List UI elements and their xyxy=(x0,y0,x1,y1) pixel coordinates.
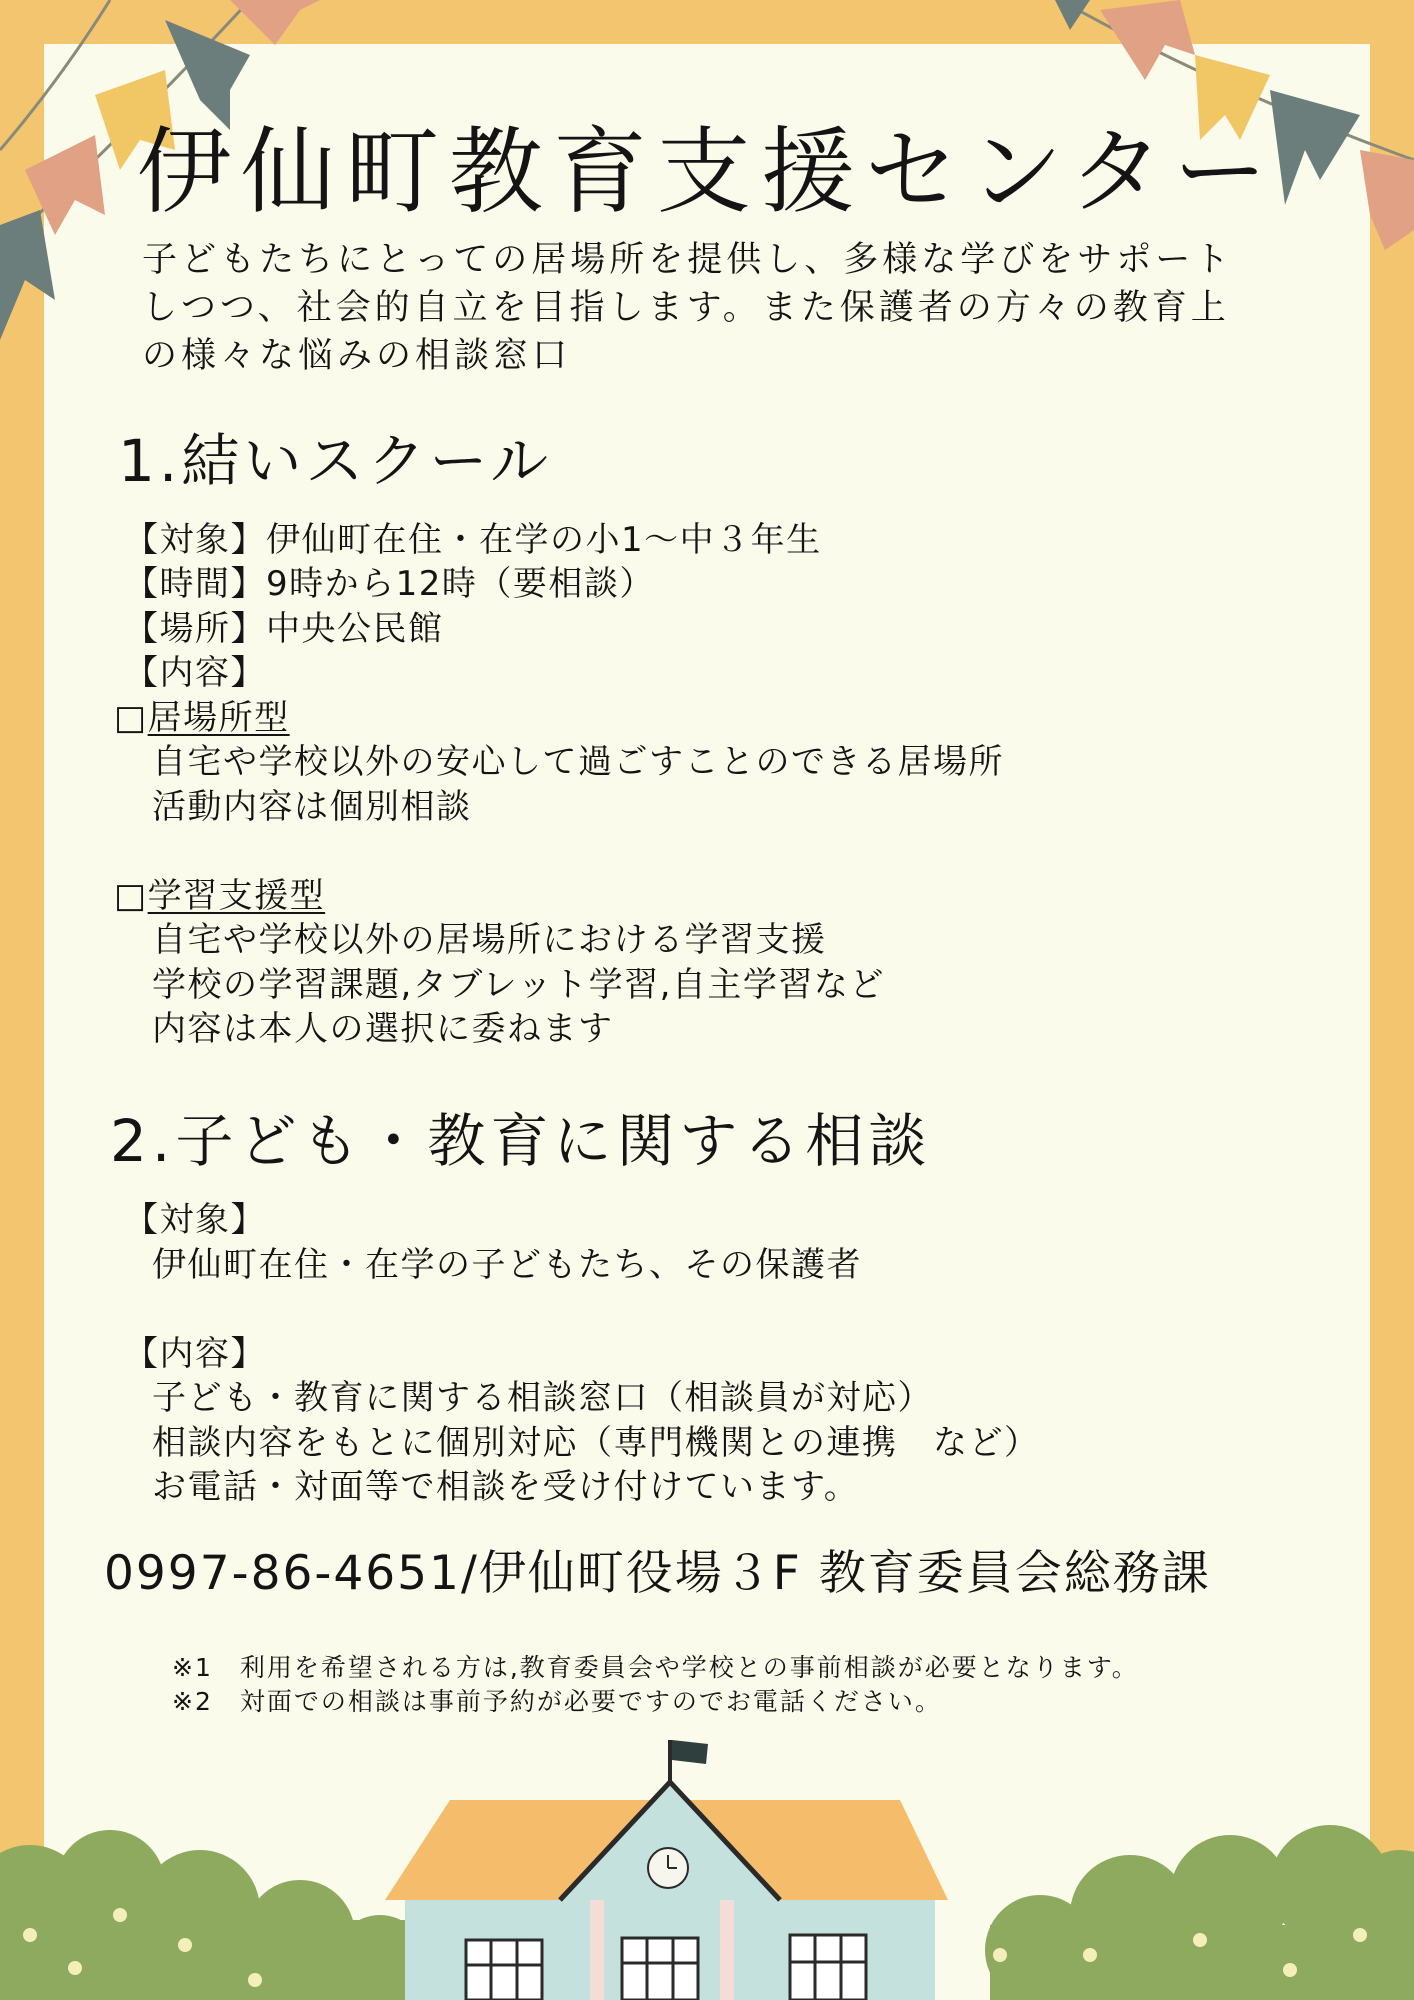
type1-line: 自宅や学校以外の安心して過ごすことのできる居場所 xyxy=(152,742,1004,782)
intro-line: しつつ、社会的自立を目指します。また保護者の方々の教育上 xyxy=(142,288,1230,328)
page-title: 伊仙町教育支援センター xyxy=(136,118,1278,227)
section2-target: 伊仙町在住・在学の子どもたち、その保護者 xyxy=(152,1245,862,1285)
type1-line: 活動内容は個別相談 xyxy=(152,787,472,827)
section2-content-line: 相談内容をもとに個別対応（専門機関との連携 など） xyxy=(152,1423,1040,1463)
type2-line: 内容は本人の選択に委ねます xyxy=(152,1009,614,1049)
section1-heading: 1.結いスクール xyxy=(118,427,553,495)
type2-line: 自宅や学校以外の居場所における学習支援 xyxy=(152,920,827,960)
section2-content-line: 子ども・教育に関する相談窓口（相談員が対応） xyxy=(152,1378,933,1418)
bush-left xyxy=(0,1830,425,2000)
section1-time: 【時間】9時から12時（要相談） xyxy=(124,564,655,604)
school-building xyxy=(385,1740,948,2000)
type2-row xyxy=(114,868,325,917)
intro-line: の様々な悩みの相談窓口 xyxy=(142,336,572,376)
checkbox-icon: □ xyxy=(114,698,148,738)
footnote: ※1 利用を希望される方は,教育委員会や学校との事前相談が必要となります。 xyxy=(172,1653,1139,1682)
type2-title: 学習支援型 xyxy=(147,876,326,916)
section2-content-line: お電話・対面等で相談を受け付けています。 xyxy=(152,1467,860,1507)
checkbox-icon: □ xyxy=(114,876,148,916)
type1-row xyxy=(114,690,290,739)
footnote: ※2 対面での相談は事前予約が必要ですのでお電話ください。 xyxy=(172,1687,942,1716)
section1-content-label: 【内容】 xyxy=(124,653,266,693)
section1-target: 【対象】伊仙町在住・在学の小1～中３年生 xyxy=(124,520,822,560)
section2-target-label: 【対象】 xyxy=(124,1200,266,1240)
school-illustration xyxy=(0,1700,1414,2000)
type1-title: 居場所型 xyxy=(147,698,290,738)
section2-heading: 2.子ども・教育に関する相談 xyxy=(110,1107,932,1175)
type2-line: 学校の学習課題,タブレット学習,自主学習など xyxy=(152,965,885,1005)
bush-right xyxy=(985,1825,1414,2000)
section2-content-label: 【内容】 xyxy=(124,1334,266,1374)
intro-line: 子どもたちにとっての居場所を提供し、多様な学びをサポート xyxy=(142,240,1234,280)
contact-info: 0997-86-4651/伊仙町役場３F 教育委員会総務課 xyxy=(104,1546,1211,1601)
section1-place: 【場所】中央公民館 xyxy=(124,609,444,649)
intro-text xyxy=(142,236,1322,380)
